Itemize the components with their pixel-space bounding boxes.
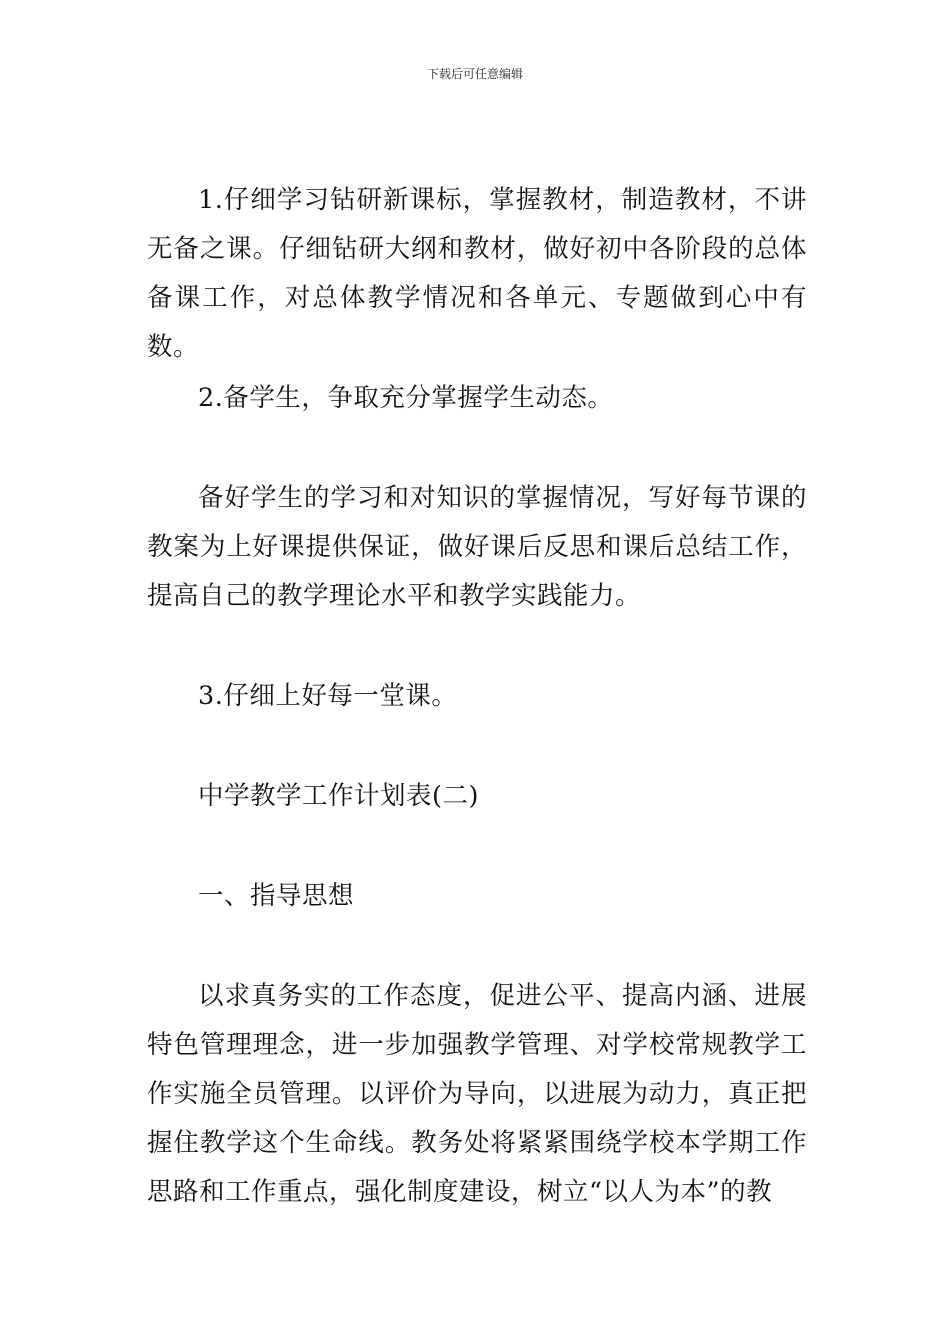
section-heading-guiding-ideology: 一、指导思想	[198, 881, 355, 911]
page-header: 下载后可任意编辑	[426, 67, 523, 81]
section-title-plan-2: 中学教学工作计划表(二)	[198, 781, 479, 811]
paragraph-item-3: 3.仔细上好每一堂课。	[198, 681, 458, 711]
paragraph-guiding-ideology-body: 以求真务实的工作态度，促进公平、提高内涵、进展特色管理理念，进一步加强教学管理、对学校常规教学工作实施全员管理。以评价为导向，以进展为动力，真正把握住教学这个生命线。教务处将紧紧围绕学校本学期工作思路和工作重点，强化制度建设，树立“以人为本”的教	[147, 981, 807, 1207]
paragraph-item-2: 2.备学生，争取充分掌握学生动态。	[198, 383, 614, 413]
paragraph-body-prepare-students: 备好学生的学习和对知识的掌握情况，写好每节课的教案为上好课提供保证，做好课后反思和课后总结工作，提高自己的教学理论水平和教学实践能力。	[147, 483, 807, 611]
paragraph-item-1: 1.仔细学习钻研新课标，掌握教材，制造教材，不讲无备之课。仔细钻研大纲和教材，做好初中各阶段的总体备课工作，对总体教学情况和各单元、专题做到心中有数。	[147, 185, 807, 362]
